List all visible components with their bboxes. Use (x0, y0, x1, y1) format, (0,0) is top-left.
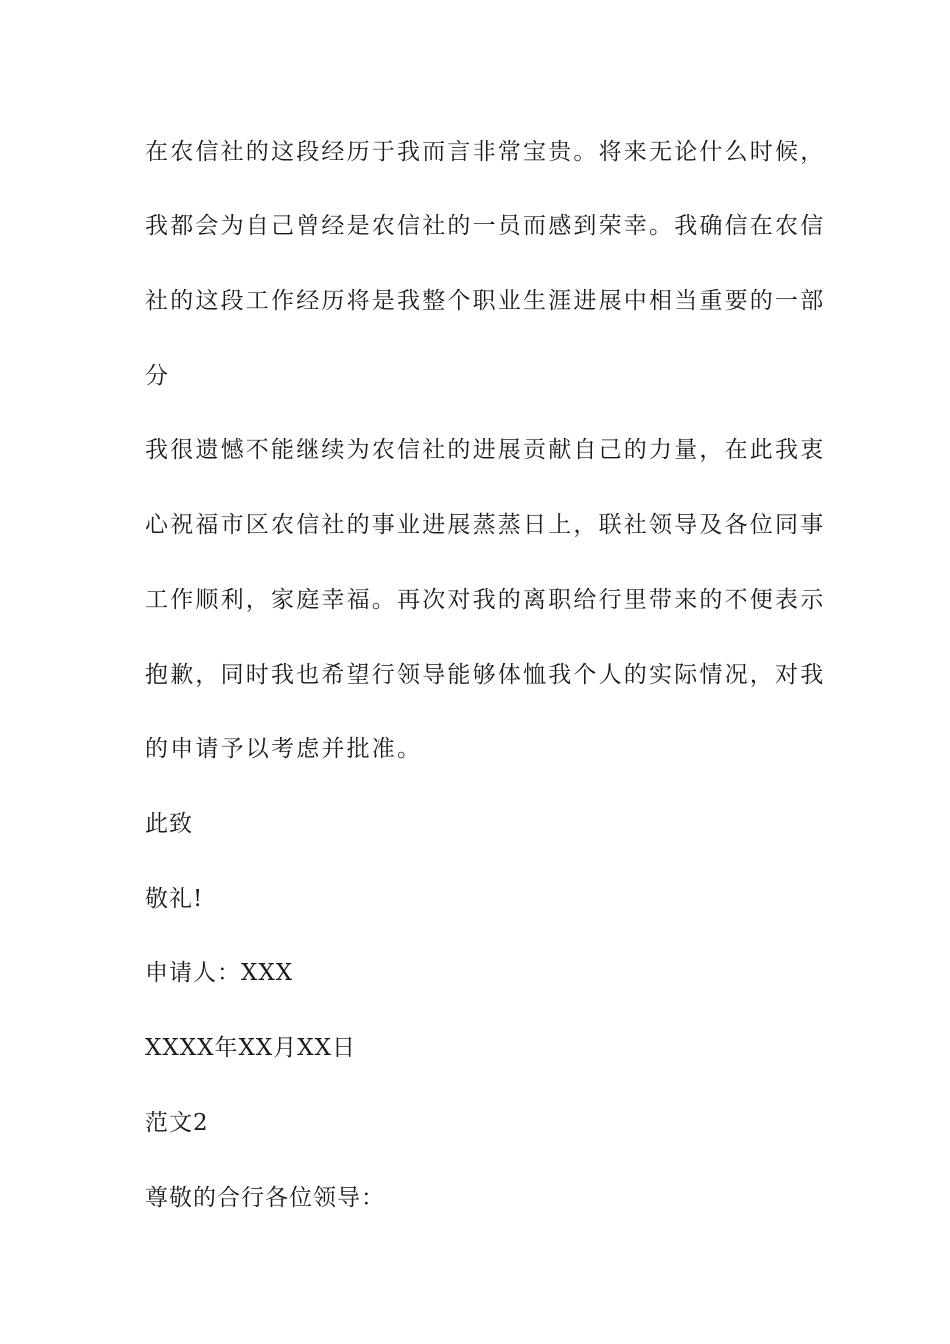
paragraph-line: 的申请予以考虑并批准。 (145, 736, 423, 762)
paragraph-line: 分 (145, 363, 169, 389)
paragraph-line: 心祝福市区农信社的事业进展蒸蒸日上，联社领导及各位同事 (145, 512, 826, 538)
paragraph-line: 工作顺利，家庭幸福。再次对我的离职给行里带来的不便表示 (145, 587, 826, 613)
applicant-signature: 申请人：XXX (145, 960, 294, 986)
paragraph-line: 我很遗憾不能继续为农信社的进展贡献自己的力量，在此我衷 (145, 437, 826, 463)
letter-greeting: 尊敬的合行各位领导： (145, 1185, 385, 1211)
closing-salutation: 此致 (145, 811, 193, 837)
paragraph-line: 我都会为自己曾经是农信社的一员而感到荣幸。我确信在农信 (145, 213, 826, 239)
closing-regards: 敬礼! (145, 886, 204, 912)
section-heading: 范文2 (145, 1110, 209, 1136)
paragraph-line: 抱歉，同时我也希望行领导能够体恤我个人的实际情况，对我 (145, 662, 826, 688)
paragraph-line: 在农信社的这段经历于我而言非常宝贵。将来无论什么时候， (145, 139, 826, 165)
date-line: XXXX年XX月XX日 (145, 1035, 356, 1061)
paragraph-line: 社的这段工作经历将是我整个职业生涯进展中相当重要的一部 (145, 288, 826, 314)
